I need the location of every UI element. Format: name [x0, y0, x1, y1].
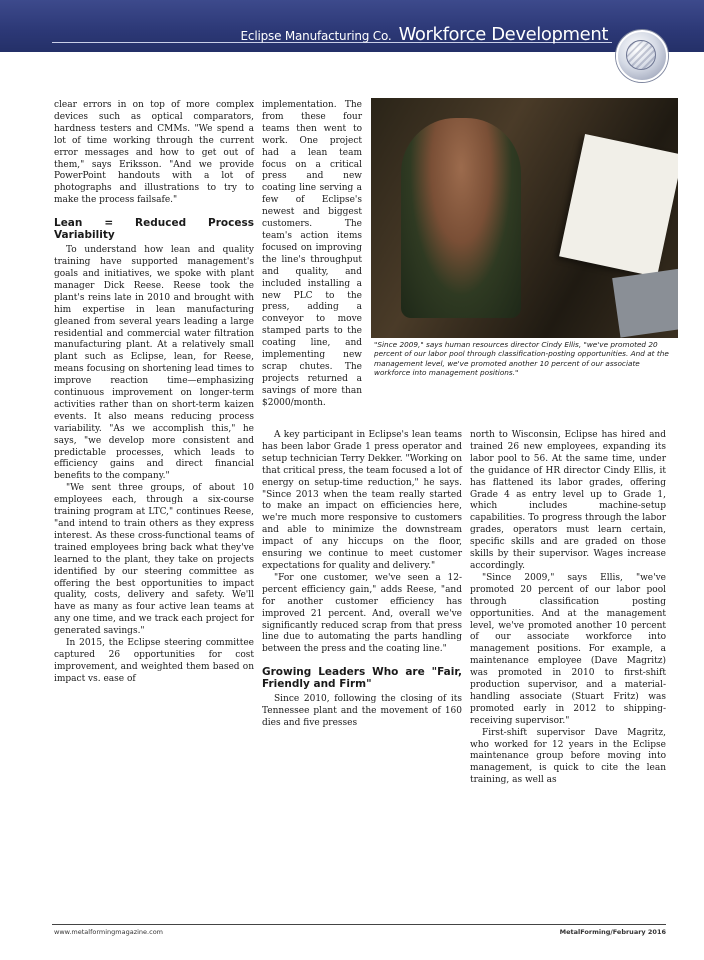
photo-document	[559, 134, 678, 277]
header-section: Workforce Development	[398, 24, 608, 45]
article-column-1	[54, 100, 254, 686]
footer-website: www.metalformingmagazine.com	[54, 928, 164, 936]
photo-person	[401, 118, 521, 318]
article-column-2	[262, 430, 462, 730]
company-seal-icon	[616, 30, 668, 82]
paragraph: First-shift supervisor Dave Magritz, who worked for 12 years in the Eclipse maintenance group before moving into management, is quick to cite the lean training, as well as	[470, 727, 666, 786]
header-company: Eclipse Manufacturing Co.	[240, 29, 392, 43]
article-column-2-top	[262, 100, 362, 410]
paragraph: "Since 2009," says Ellis, "we've promoted 20 percent of our labor pool through classification posting opportunities. And at the management level, we've promoted another 10 percent of our associate workforce into management positions. For example, a maintenance employee (Dave Magritz) was promoted in 2010 to first-shift production supervisor, and a material-handling associate (Stuart Fritz) was promoted early in 2012 to shipping-receiving supervisor."	[470, 572, 666, 726]
page-header	[0, 0, 704, 52]
photo-caption: "Since 2009," says human resources director Cindy Ellis, "we've promoted 20 percent of our labor pool through classification-posting opportunities. And at the management level, we've promoted another 10 percent of our associate workforce into management positions."	[374, 340, 669, 378]
paragraph: implementation. The from these four teams then went to work. One project had a lean team focus on a critical press and new coating line serving a few of Eclipse's newest and biggest customers. The team's action items focused on improving the line's throughput and quality, and included installing a new PLC to the press, adding a conveyor to move stamped parts to the coating line, and implementing new scrap chutes. The projects returned a savings of more than $2000/month.	[262, 100, 362, 408]
paragraph: "For one customer, we've seen a 12-percent efficiency gain," adds Reese, "and for another customer efficiency has improved 21 percent. And, overall we've significantly reduced scrap from that press line due to automating the parts handling between the press and the coating line."	[262, 572, 462, 655]
footer-issue: MetalForming/February 2016	[559, 928, 666, 936]
footer-rule	[52, 924, 666, 925]
section-heading-lean: Lean = Reduced Process Variability	[54, 217, 254, 242]
header-title	[241, 24, 608, 45]
article-photo	[371, 98, 678, 338]
paragraph: Since 2010, following the closing of its Tennessee plant and the movement of 160 dies and five presses	[262, 694, 462, 729]
paragraph: In 2015, the Eclipse steering committee captured 26 opportunities for cost improvement, and weighted them based on impact vs. ease of	[54, 638, 254, 684]
paragraph: clear errors in on top of more complex devices such as optical comparators, hardness testers and CMMs. "We spend a lot of time working through the current error messages and how to get out of them," says Eriksson. "And we provide PowerPoint handouts with a lot of photographs and illustrations to try to make the process failsafe."	[54, 100, 254, 206]
paragraph: "We sent three groups, of about 10 employees each, through a six-course training program at LTC," continues Reese, "and intend to train others as they express interest. As these cross-functional teams of trained employees bring back what they've learned to the plant, they take on projects identified by our steering committee as offering the best opportunities to impact quality, costs, delivery and safety. We'll have as many as four active lean teams at any one time, and we track each project for generated savings."	[54, 483, 254, 637]
photo-laptop	[612, 268, 678, 337]
section-heading-leaders: Growing Leaders Who are "Fair, Friendly and Firm"	[262, 666, 462, 691]
article-column-3	[470, 430, 666, 787]
paragraph: To understand how lean and quality training have supported management's goals and initiatives, we spoke with plant manager Dick Reese. Reese took the plant's reins late in 2010 and brought with him expertise in lean manufacturing gleaned from several years leading a large residential and commercial water filtration manufacturing plant. At a relatively small plant such as Eclipse, lean, for Reese, means focusing on shortening lead times to improve reaction time—emphasizing continuous improvement on longer-term activities rather than on short-term kaizen events. It also means reducing process variability. "As we accomplish this," he says, "we develop more consistent and predictable processes, which leads to efficiency gains and direct financial benefits to the company."	[54, 245, 254, 482]
paragraph: A key participant in Eclipse's lean teams has been labor Grade 1 press operator and setup technician Terry Dekker. "Working on that critical press, the team focused a lot of energy on setup-time reduction," he says. "Since 2013 when the team really started to make an impact on efficiencies here, we're much more responsive to customers and able to minimize the downstream impact of any hiccups on the floor, ensuring we continue to meet customer expectations for quality and delivery."	[262, 430, 462, 571]
paragraph: north to Wisconsin, Eclipse has hired and trained 26 new employees, expanding its labor pool to 56. At the same time, under the guidance of HR director Cindy Ellis, it has flattened its labor grades, offering Grade 4 as entry level up to Grade 1, which includes machine-setup capabilities. To progress through the labor grades, operators must learn certain, specific skills and are graded on those skills by their supervisor. Wages increase accordingly.	[470, 430, 666, 571]
